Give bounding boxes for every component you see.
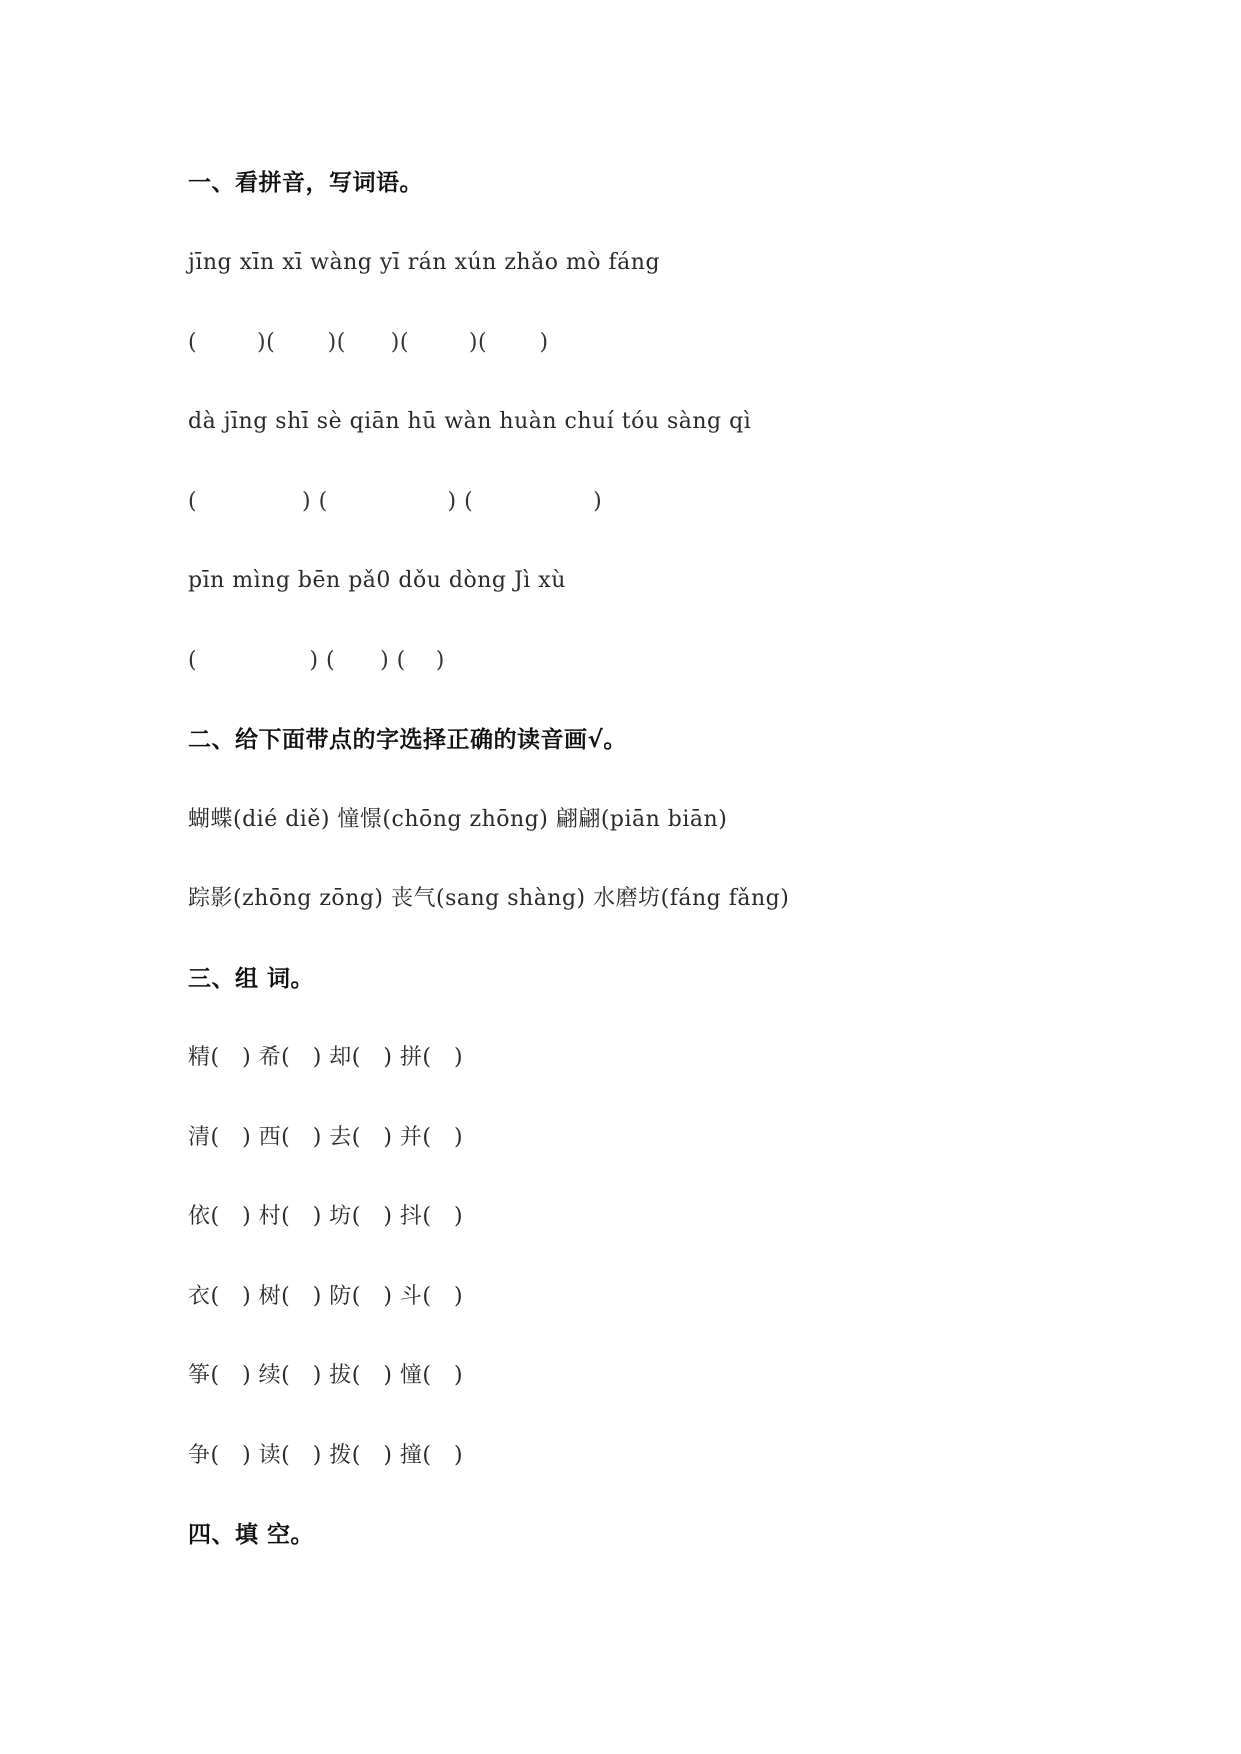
word-group-row-1: 精( ) 希( ) 却( ) 拼( ) xyxy=(188,1045,464,1070)
pinyin-row-1: jīng xīn xī wàng yī rán xún zhǎo mò fáng xyxy=(188,250,661,275)
word-group-row-2: 清( ) 西( ) 去( ) 并( ) xyxy=(188,1125,464,1150)
answer-blanks-row-1: ( )( )( )( )( ) xyxy=(188,330,549,355)
word-group-row-3: 依( ) 村( ) 坊( ) 抖( ) xyxy=(188,1204,464,1229)
pinyin-row-2: dà jīng shī sè qiān hū wàn huàn chuí tóu sàng qì xyxy=(188,409,752,434)
pronunciation-row-1: 蝴蝶(dié diě) 憧憬(chōng zhōng) 翩翩(piān biān) xyxy=(188,807,728,832)
word-group-row-6: 争( ) 读( ) 拨( ) 撞( ) xyxy=(188,1443,464,1468)
pronunciation-row-2: 踪影(zhōng zōng) 丧气(sang shàng) 水磨坊(fáng fǎng) xyxy=(188,886,790,911)
answer-blanks-row-2: ( ) ( ) ( ) xyxy=(188,489,603,514)
section4-heading: 四、填 空。 xyxy=(188,1522,315,1548)
word-group-row-5: 筝( ) 续( ) 拔( ) 憧( ) xyxy=(188,1363,464,1388)
answer-blanks-row-3: ( ) ( ) ( ) xyxy=(188,648,445,673)
pinyin-row-3: pīn mìng bēn pǎ0 dǒu dòng Jì xù xyxy=(188,568,566,593)
section1-heading: 一、看拼音，写词语。 xyxy=(188,170,423,196)
word-group-row-4: 衣( ) 树( ) 防( ) 斗( ) xyxy=(188,1284,464,1309)
section2-heading: 二、给下面带点的字选择正确的读音画√。 xyxy=(188,727,627,753)
section3-heading: 三、组 词。 xyxy=(188,966,315,992)
